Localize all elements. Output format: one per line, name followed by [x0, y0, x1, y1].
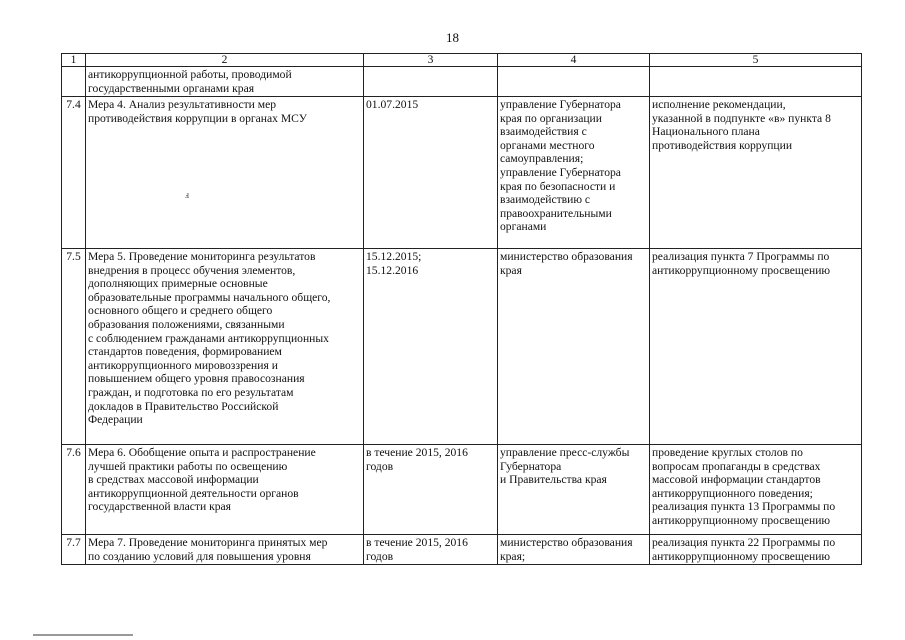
- measure-cell: Мера 4. Анализ результативности мер противодействия коррупции в органах МСУ: [86, 97, 364, 249]
- column-header: 2: [86, 54, 364, 67]
- measures-table: [61, 53, 862, 565]
- table-row: [62, 535, 862, 565]
- column-header: 4: [498, 54, 650, 67]
- column-header: 5: [650, 54, 862, 67]
- date-cell: в течение 2015, 2016 годов: [364, 445, 498, 535]
- scan-mark: ⅎ: [185, 190, 190, 201]
- responsible-cell: [498, 67, 650, 97]
- column-header: 3: [364, 54, 498, 67]
- row-number: 7.5: [62, 249, 86, 445]
- date-cell: 01.07.2015: [364, 97, 498, 249]
- measure-cell: Мера 5. Проведение мониторинга результатов внедрения в процесс обучения элементов, дополняющих примерные основные образовательные программы начального общего, основного общего и среднего общего образования положениями, связанными с соблюдением гражданами антикоррупционных стандартов поведения, формированием антикоррупционного мировоззрения и повышением общего уровня правосознания граждан, и подготовка по его результатам докладов в Правительство Российской Федерации: [86, 249, 364, 445]
- result-cell: исполнение рекомендации, указанной в подпункте «в» пункта 8 Национального плана противодействия коррупции: [650, 97, 862, 249]
- responsible-cell: управление Губернатора края по организации взаимодействия с органами местного самоуправления; управление Губернатора края по безопасности и взаимодействию с правоохранительными органами: [498, 97, 650, 249]
- table-row: [62, 67, 862, 97]
- result-cell: реализация пункта 22 Программы по антикоррупционному просвещению: [650, 535, 862, 565]
- table-row: [62, 97, 862, 249]
- result-cell: проведение круглых столов по вопросам пропаганды в средствах массовой информации стандартов антикоррупционного поведения; реализация пункта 13 Программы по антикоррупционному просвещению: [650, 445, 862, 535]
- responsible-cell: управление пресс-службы Губернатора и Правительства края: [498, 445, 650, 535]
- page-number: 18: [446, 30, 459, 45]
- date-cell: 15.12.2015; 15.12.2016: [364, 249, 498, 445]
- row-number: [62, 67, 86, 97]
- row-number: 7.6: [62, 445, 86, 535]
- measure-cell: Мера 6. Обобщение опыта и распространение лучшей практики работы по освещению в средствах массовой информации антикоррупционной деятельности органов государственной власти края: [86, 445, 364, 535]
- table-row: [62, 249, 862, 445]
- date-cell: в течение 2015, 2016 годов: [364, 535, 498, 565]
- row-number: 7.4: [62, 97, 86, 249]
- table-row: [62, 445, 862, 535]
- scan-edge-mark: [33, 634, 133, 636]
- result-cell: [650, 67, 862, 97]
- measure-cell: антикоррупционной работы, проводимой государственными органами края: [86, 67, 364, 97]
- table-header-row: [62, 54, 862, 67]
- row-number: 7.7: [62, 535, 86, 565]
- column-header: 1: [62, 54, 86, 67]
- responsible-cell: министерство образования края;: [498, 535, 650, 565]
- responsible-cell: министерство образования края: [498, 249, 650, 445]
- measure-cell: Мера 7. Проведение мониторинга принятых мер по созданию условий для повышения уровня: [86, 535, 364, 565]
- date-cell: [364, 67, 498, 97]
- result-cell: реализация пункта 7 Программы по антикоррупционному просвещению: [650, 249, 862, 445]
